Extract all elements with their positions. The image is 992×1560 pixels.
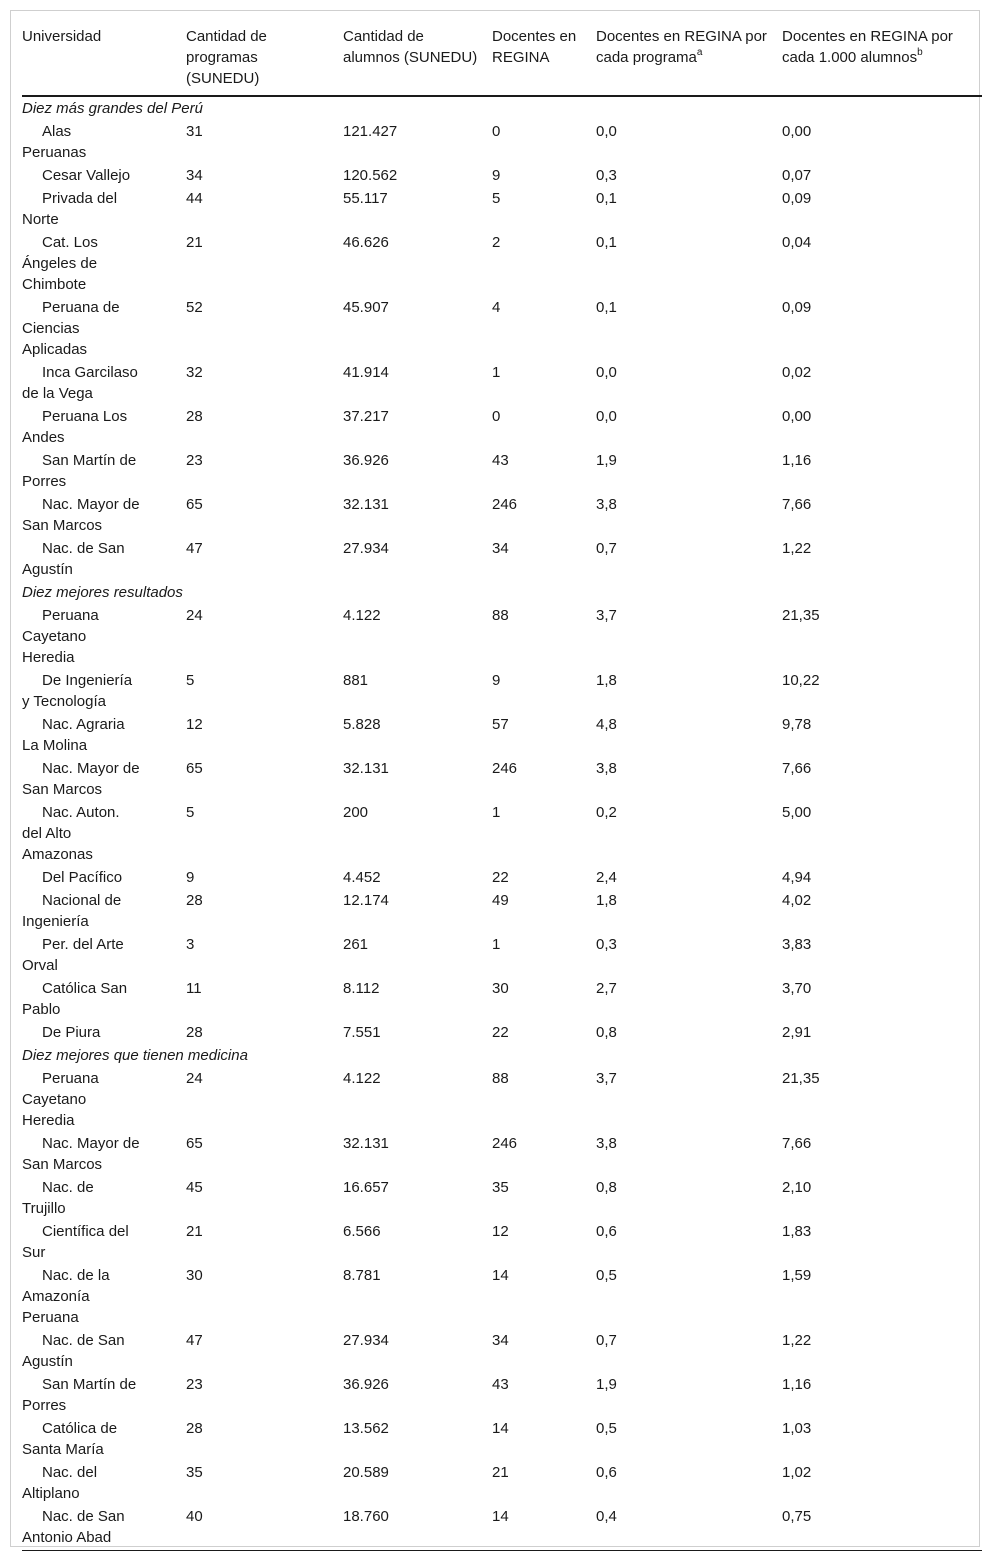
cell-por-mil: 7,66: [782, 496, 812, 513]
universidad-name-line: Nac. Mayor de: [42, 1135, 140, 1152]
universidad-name-line: Agustín: [22, 561, 73, 578]
cell-por-mil: 3,70: [782, 980, 812, 997]
universidad-name-line: Nac. de San: [42, 540, 125, 557]
universidad-name-line: Andes: [22, 429, 65, 446]
cell-universidad: [22, 713, 186, 757]
cell-programas: 9: [186, 869, 195, 886]
group-title: Diez mejores resultados: [22, 584, 183, 601]
table-row: [22, 933, 982, 977]
cell-programas: 5: [186, 804, 195, 821]
universidad-name-line: Trujillo: [22, 1200, 66, 1217]
cell-universidad: [22, 1329, 186, 1373]
cell-docentes: 49: [492, 892, 509, 909]
cell-programas: 28: [186, 892, 203, 909]
cell-universidad: [22, 1220, 186, 1264]
cell-universidad: [22, 449, 186, 493]
cell-programas: 30: [186, 1267, 203, 1284]
cell-programas: 21: [186, 1223, 203, 1240]
cell-por-programa: 0,0: [596, 123, 617, 140]
universidad-name-line: Pablo: [22, 1001, 61, 1018]
cell-por-mil: 1,16: [782, 452, 812, 469]
header-docentes-text: Docentes en REGINA: [492, 28, 577, 66]
universidad-name-line: Alas: [42, 123, 72, 140]
cell-programas: 23: [186, 452, 203, 469]
cell-programas: 32: [186, 364, 203, 381]
cell-alumnos: 200: [343, 804, 369, 821]
cell-docentes: 1: [492, 804, 501, 821]
cell-programas: 35: [186, 1464, 203, 1481]
cell-por-programa: 0,7: [596, 540, 617, 557]
table-row: [22, 757, 982, 801]
cell-por-programa: 3,7: [596, 607, 617, 624]
cell-docentes: 246: [492, 496, 518, 513]
cell-programas: 3: [186, 936, 195, 953]
cell-por-mil: 1,02: [782, 1464, 812, 1481]
cell-por-programa: 0,7: [596, 1332, 617, 1349]
cell-por-mil: 1,83: [782, 1223, 812, 1240]
table-row: [22, 405, 982, 449]
cell-programas: 47: [186, 1332, 203, 1349]
cell-docentes: 0: [492, 408, 501, 425]
cell-alumnos: 4.122: [343, 607, 381, 624]
universidad-name-line: Peruana Los: [42, 408, 128, 425]
cell-universidad: [22, 187, 186, 231]
universidad-name-line: Privada del: [42, 190, 118, 207]
cell-por-mil: 1,22: [782, 540, 812, 557]
cell-programas: 65: [186, 760, 203, 777]
header-por-programa: [596, 21, 782, 96]
universidad-name-line: Nac. de la: [42, 1267, 110, 1284]
cell-alumnos: 261: [343, 936, 369, 953]
cell-por-mil: 1,03: [782, 1420, 812, 1437]
universidad-name-line: Del Pacífico: [42, 869, 123, 886]
cell-docentes: 22: [492, 869, 509, 886]
universidad-name-line: Nac. de San: [42, 1332, 125, 1349]
cell-por-programa: 0,0: [596, 408, 617, 425]
cell-alumnos: 32.131: [343, 496, 389, 513]
cell-por-programa: 2,4: [596, 869, 617, 886]
table-row: [22, 604, 982, 669]
cell-universidad: [22, 493, 186, 537]
cell-alumnos: 121.427: [343, 123, 398, 140]
cell-universidad: [22, 1417, 186, 1461]
cell-docentes: 12: [492, 1223, 509, 1240]
cell-programas: 40: [186, 1505, 343, 1551]
cell-docentes: 34: [492, 1332, 509, 1349]
cell-universidad: [22, 866, 186, 889]
universidad-name-line: Per. del Arte: [42, 936, 124, 953]
cell-docentes: 30: [492, 980, 509, 997]
table-row: [22, 120, 982, 164]
table-row: [22, 669, 982, 713]
cell-universidad: [22, 164, 186, 187]
cell-por-programa: 0,6: [596, 1464, 617, 1481]
table-row: [22, 1021, 982, 1044]
universidad-name-line: Nac. Mayor de: [42, 760, 140, 777]
cell-por-mil: 3,83: [782, 936, 812, 953]
universities-table: [22, 21, 982, 1551]
table-row: [22, 1329, 982, 1373]
group-title: Diez mejores que tienen medicina: [22, 1047, 248, 1064]
cell-alumnos: 881: [343, 672, 369, 689]
cell-universidad: [22, 120, 186, 164]
cell-universidad: [22, 231, 186, 296]
cell-programas: 21: [186, 234, 203, 251]
cell-por-mil: 2,91: [782, 1024, 812, 1041]
cell-docentes: 88: [492, 1070, 509, 1087]
cell-programas: 45: [186, 1179, 203, 1196]
cell-por-mil: 0,00: [782, 123, 812, 140]
cell-por-programa: 3,8: [596, 760, 617, 777]
cell-programas: 47: [186, 540, 203, 557]
cell-programas: 65: [186, 496, 203, 513]
cell-universidad: [22, 1021, 186, 1044]
cell-alumnos: 36.926: [343, 1376, 389, 1393]
cell-por-mil: 0,09: [782, 190, 812, 207]
cell-docentes: 14: [492, 1267, 509, 1284]
universidad-name-line: Altiplano: [22, 1485, 80, 1502]
table-row: [22, 231, 982, 296]
universidad-name-line: Cayetano: [22, 628, 87, 645]
cell-alumnos: 20.589: [343, 1464, 389, 1481]
cell-por-programa: 1,8: [596, 892, 617, 909]
universidad-name-line: Católica de: [42, 1420, 118, 1437]
cell-programas: 28: [186, 1024, 203, 1041]
universidad-name-line: Aplicadas: [22, 341, 88, 358]
header-por-mil: [782, 21, 982, 96]
universidad-name-line: De Piura: [42, 1024, 101, 1041]
universidad-name-line: Nacional de: [42, 892, 122, 909]
cell-universidad: [22, 1132, 186, 1176]
cell-alumnos: 45.907: [343, 299, 389, 316]
universidad-name-line: Peruana: [42, 1070, 99, 1087]
header-por-programa-text: Docentes en REGINA por cada programa: [596, 28, 767, 66]
cell-docentes: 5: [492, 190, 501, 207]
universidad-name-line: Peruana: [42, 607, 99, 624]
cell-alumnos: 12.174: [343, 892, 389, 909]
cell-universidad: [22, 604, 186, 669]
universidad-name-line: De Ingeniería: [42, 672, 133, 689]
universidad-name-line: San Martín de: [42, 1376, 137, 1393]
universidad-name-line: Católica San: [42, 980, 128, 997]
cell-por-mil: 21,35: [782, 607, 820, 624]
cell-por-programa: 3,7: [596, 1070, 617, 1087]
cell-docentes: 246: [492, 760, 518, 777]
cell-por-mil: 1,59: [782, 1267, 812, 1284]
universidad-name-line: Nac. Auton.: [42, 804, 120, 821]
universidad-name-line: Nac. Mayor de: [42, 496, 140, 513]
cell-por-mil: 0,07: [782, 167, 812, 184]
universidad-name-line: del Alto: [22, 825, 72, 842]
cell-por-programa: 3,8: [596, 496, 617, 513]
cell-por-mil: 4,94: [782, 869, 812, 886]
cell-universidad: [22, 977, 186, 1021]
cell-programas: 24: [186, 1070, 203, 1087]
header-alumnos-text: Cantidad de alumnos (SUNEDU): [343, 28, 478, 66]
table-row: [22, 164, 982, 187]
header-row: [22, 21, 982, 96]
table-row: [22, 1373, 982, 1417]
cell-por-programa: 1,8: [596, 672, 617, 689]
cell-por-mil: 7,66: [782, 760, 812, 777]
cell-por-programa: 0,4: [596, 1505, 782, 1551]
universidad-name-line: y Tecnología: [22, 693, 106, 710]
universidad-name-line: San Marcos: [22, 517, 103, 534]
cell-programas: 65: [186, 1135, 203, 1152]
cell-alumnos: 41.914: [343, 364, 389, 381]
cell-programas: 24: [186, 607, 203, 624]
cell-por-programa: 0,6: [596, 1223, 617, 1240]
cell-universidad: [22, 537, 186, 581]
cell-por-mil: 0,09: [782, 299, 812, 316]
cell-por-programa: 0,3: [596, 167, 617, 184]
cell-docentes: 246: [492, 1135, 518, 1152]
cell-por-mil: 0,02: [782, 364, 812, 381]
cell-docentes: 2: [492, 234, 501, 251]
header-por-mil-footnote-mark: b: [917, 47, 923, 58]
universidad-name-line: Peruanas: [22, 144, 87, 161]
table-row: [22, 361, 982, 405]
universidad-name-line: Amazonas: [22, 846, 93, 863]
universidad-name-line: Peruana de: [42, 299, 120, 316]
universidad-name-line: Peruana: [22, 1309, 79, 1326]
header-docentes: [492, 21, 596, 96]
universidad-name-line: Santa María: [22, 1441, 104, 1458]
cell-por-programa: 1,9: [596, 452, 617, 469]
cell-docentes: 21: [492, 1464, 509, 1481]
cell-alumnos: 36.926: [343, 452, 389, 469]
table-row: [22, 713, 982, 757]
cell-alumnos: 16.657: [343, 1179, 389, 1196]
cell-docentes: 0: [492, 123, 501, 140]
cell-universidad: [22, 361, 186, 405]
cell-universidad: [22, 1461, 186, 1505]
cell-docentes: 43: [492, 1376, 509, 1393]
cell-docentes: 57: [492, 716, 509, 733]
universidad-name-line: La Molina: [22, 737, 88, 754]
cell-universidad: [22, 1067, 186, 1132]
universidad-name-line: Chimbote: [22, 276, 87, 293]
cell-por-mil: 10,22: [782, 672, 820, 689]
header-alumnos: [343, 21, 492, 96]
cell-docentes: 34: [492, 540, 509, 557]
cell-por-mil: 2,10: [782, 1179, 812, 1196]
cell-programas: 23: [186, 1376, 203, 1393]
cell-por-programa: 2,7: [596, 980, 617, 997]
group-title: Diez más grandes del Perú: [22, 100, 203, 117]
table-row: [22, 449, 982, 493]
cell-docentes: 14: [492, 1420, 509, 1437]
cell-alumnos: 6.566: [343, 1223, 381, 1240]
table-row: [22, 889, 982, 933]
table-row: [22, 187, 982, 231]
cell-por-programa: 0,2: [596, 804, 617, 821]
table-row: [22, 1176, 982, 1220]
cell-alumnos: 27.934: [343, 540, 389, 557]
cell-por-programa: 1,9: [596, 1376, 617, 1393]
universidad-name-line: Sur: [22, 1244, 46, 1261]
cell-docentes: 14: [492, 1505, 596, 1551]
cell-docentes: 35: [492, 1179, 509, 1196]
cell-alumnos: 4.452: [343, 869, 381, 886]
header-universidad-text: Universidad: [22, 28, 102, 45]
cell-alumnos: 18.760: [343, 1505, 492, 1551]
cell-por-programa: 0,3: [596, 936, 617, 953]
universidad-name-line: Nac. de San: [42, 1508, 125, 1525]
header-por-mil-text: Docentes en REGINA por cada 1.000 alumnos: [782, 28, 953, 66]
cell-universidad: [22, 933, 186, 977]
cell-docentes: 88: [492, 607, 509, 624]
universidad-name-line: Ángeles de: [22, 255, 98, 272]
header-universidad: [22, 21, 186, 96]
cell-programas: 31: [186, 123, 203, 140]
cell-por-mil: 0,04: [782, 234, 812, 251]
cell-por-mil: 0,75: [782, 1505, 982, 1551]
cell-programas: 28: [186, 1420, 203, 1437]
cell-alumnos: 5.828: [343, 716, 381, 733]
header-por-programa-footnote-mark: a: [696, 47, 703, 58]
universidad-name-line: Antonio Abad: [22, 1529, 112, 1546]
universidad-name-line: Inca Garcilaso: [42, 364, 138, 381]
cell-docentes: 43: [492, 452, 509, 469]
table-row: [22, 1132, 982, 1176]
cell-universidad: [22, 1264, 186, 1329]
header-programas-text: Cantidad de programas (SUNEDU): [186, 28, 267, 87]
universidad-name-line: Nac. de: [42, 1179, 94, 1196]
universidad-name-line: Porres: [22, 1397, 67, 1414]
universidad-name-line: Amazonía: [22, 1288, 90, 1305]
table-row: [22, 866, 982, 889]
universidad-name-line: San Marcos: [22, 1156, 103, 1173]
cell-docentes: 22: [492, 1024, 509, 1041]
cell-alumnos: 8.112: [343, 980, 380, 997]
cell-por-programa: 4,8: [596, 716, 617, 733]
cell-por-mil: 4,02: [782, 892, 812, 909]
cell-alumnos: 55.117: [343, 190, 388, 207]
cell-alumnos: 8.781: [343, 1267, 381, 1284]
cell-docentes: 1: [492, 936, 501, 953]
universidad-name-line: Heredia: [22, 649, 75, 666]
universidad-name-line: Cesar Vallejo: [42, 167, 131, 184]
cell-alumnos: 13.562: [343, 1420, 389, 1437]
cell-alumnos: 120.562: [343, 167, 398, 184]
universidad-name-line: Porres: [22, 473, 67, 490]
cell-docentes: 9: [492, 672, 501, 689]
universidad-name-line: San Marcos: [22, 781, 103, 798]
cell-universidad: [22, 1505, 186, 1551]
table-row: [22, 1505, 982, 1551]
table-row: [22, 1461, 982, 1505]
cell-alumnos: 27.934: [343, 1332, 389, 1349]
cell-alumnos: 4.122: [343, 1070, 381, 1087]
cell-universidad: [22, 669, 186, 713]
cell-alumnos: 46.626: [343, 234, 389, 251]
cell-programas: 28: [186, 408, 203, 425]
table-row: [22, 1264, 982, 1329]
cell-por-mil: 7,66: [782, 1135, 812, 1152]
table-row: [22, 1220, 982, 1264]
universidad-name-line: Cat. Los: [42, 234, 98, 251]
cell-por-programa: 0,5: [596, 1420, 617, 1437]
group-header-row: [22, 96, 982, 120]
cell-por-programa: 0,5: [596, 1267, 617, 1284]
cell-por-programa: 0,1: [596, 190, 617, 207]
cell-alumnos: 32.131: [343, 760, 389, 777]
universidad-name-line: Científica del: [42, 1223, 129, 1240]
cell-universidad: [22, 889, 186, 933]
table-header: [22, 21, 982, 96]
header-programas: [186, 21, 343, 96]
table-row: [22, 537, 982, 581]
cell-docentes: 9: [492, 167, 501, 184]
universidad-name-line: Nac. Agraria: [42, 716, 125, 733]
cell-universidad: [22, 1373, 186, 1417]
universidad-name-line: Heredia: [22, 1112, 75, 1129]
universidad-name-line: Norte: [22, 211, 59, 228]
universidad-name-line: Orval: [22, 957, 58, 974]
universidad-name-line: Cayetano: [22, 1091, 87, 1108]
cell-docentes: 4: [492, 299, 501, 316]
universidad-name-line: Agustín: [22, 1353, 73, 1370]
table-row: [22, 977, 982, 1021]
table-row: [22, 1067, 982, 1132]
cell-programas: 34: [186, 167, 203, 184]
cell-alumnos: 37.217: [343, 408, 389, 425]
cell-universidad: [22, 296, 186, 361]
cell-programas: 11: [186, 980, 202, 997]
table-row: [22, 801, 982, 866]
table-row: [22, 493, 982, 537]
cell-universidad: [22, 405, 186, 449]
cell-por-mil: 1,22: [782, 1332, 812, 1349]
universidad-name-line: Nac. del: [42, 1464, 98, 1481]
cell-por-programa: 0,8: [596, 1179, 617, 1196]
cell-por-mil: 21,35: [782, 1070, 820, 1087]
cell-programas: 52: [186, 299, 203, 316]
cell-por-mil: 1,16: [782, 1376, 812, 1393]
cell-por-mil: 9,78: [782, 716, 812, 733]
cell-por-programa: 3,8: [596, 1135, 617, 1152]
table-body: [22, 96, 982, 1551]
cell-programas: 44: [186, 190, 203, 207]
cell-universidad: [22, 801, 186, 866]
table-row: [22, 296, 982, 361]
group-header-row: [22, 581, 982, 604]
universidad-name-line: de la Vega: [22, 385, 93, 402]
universidad-name-line: San Martín de: [42, 452, 137, 469]
cell-programas: 5: [186, 672, 195, 689]
table-row: [22, 1417, 982, 1461]
cell-por-programa: 0,0: [596, 364, 617, 381]
universidad-name-line: Ciencias: [22, 320, 80, 337]
table-frame: [10, 10, 980, 1547]
universidad-name-line: Ingeniería: [22, 913, 89, 930]
cell-por-programa: 0,1: [596, 234, 617, 251]
cell-por-mil: 5,00: [782, 804, 812, 821]
cell-por-programa: 0,8: [596, 1024, 617, 1041]
cell-alumnos: 32.131: [343, 1135, 389, 1152]
cell-docentes: 1: [492, 364, 501, 381]
cell-universidad: [22, 757, 186, 801]
cell-universidad: [22, 1176, 186, 1220]
cell-programas: 12: [186, 716, 203, 733]
cell-por-mil: 0,00: [782, 408, 812, 425]
cell-alumnos: 7.551: [343, 1024, 381, 1041]
group-header-row: [22, 1044, 982, 1067]
cell-por-programa: 0,1: [596, 299, 617, 316]
